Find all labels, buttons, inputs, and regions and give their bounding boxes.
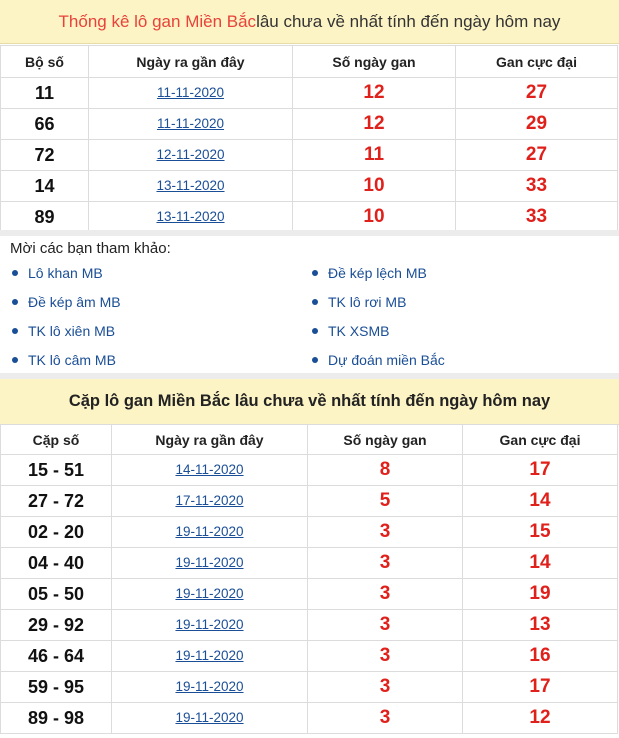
days-gan-cell: 3 [308,672,463,703]
max-gan-cell: 16 [463,641,618,672]
reference-link[interactable]: TK lô câm MB [28,351,116,368]
days-gan-cell: 3 [308,641,463,672]
table-row [1,641,618,672]
table-header-row [1,46,618,78]
date-link[interactable]: 12-11-2020 [156,147,225,162]
date-cell [112,517,308,548]
date-cell [112,579,308,610]
max-gan-cell: 17 [463,672,618,703]
days-gan-cell: 12 [293,109,456,140]
section2-title: Cặp lô gan Miền Bắc lâu chưa về nhất tính đến ngày hôm nay [0,379,619,425]
date-link[interactable]: 14-11-2020 [175,462,244,477]
number-cell: 14 [1,171,89,202]
number-cell: 04 - 40 [1,548,112,579]
date-cell [112,548,308,579]
date-link[interactable]: 19-11-2020 [175,524,244,539]
table-row [1,171,618,202]
cap-lo-gan-table [0,424,618,734]
max-gan-cell: 19 [463,579,618,610]
reference-list-left [12,258,121,374]
reference-list-right [312,258,445,374]
date-cell [89,171,293,202]
table-row [1,610,618,641]
days-gan-cell: 12 [293,78,456,109]
reference-title: Mời các bạn tham khảo: [10,240,171,257]
days-gan-cell: 3 [308,548,463,579]
number-cell: 02 - 20 [1,517,112,548]
table-row [1,548,618,579]
table-row [1,579,618,610]
table-row [1,486,618,517]
max-gan-cell: 27 [456,140,618,171]
reference-link[interactable]: TK XSMB [328,322,390,339]
number-cell: 59 - 95 [1,672,112,703]
list-item [312,258,445,287]
days-gan-cell: 3 [308,579,463,610]
number-cell: 11 [1,78,89,109]
reference-link[interactable]: Đề kép lệch MB [328,264,427,281]
header-bo-so: Bộ số [1,46,89,78]
section1-title-highlight: Thống kê lô gan Miền Bắc [58,11,257,31]
number-cell: 29 - 92 [1,610,112,641]
header-gan-cuc-dai: Gan cực đại [463,425,618,455]
section1-title [0,0,619,44]
list-item [12,258,121,287]
max-gan-cell: 14 [463,486,618,517]
list-item [12,345,121,374]
days-gan-cell: 3 [308,517,463,548]
date-link[interactable]: 13-11-2020 [156,178,225,193]
bullet-icon [12,357,18,363]
table-row [1,78,618,109]
list-item [12,316,121,345]
date-link[interactable]: 19-11-2020 [175,586,244,601]
table-row [1,202,618,233]
date-link[interactable]: 19-11-2020 [175,710,244,725]
list-item [12,287,121,316]
table-row [1,140,618,171]
days-gan-cell: 3 [308,703,463,734]
table-row [1,672,618,703]
date-link[interactable]: 13-11-2020 [156,209,225,224]
date-link[interactable]: 19-11-2020 [175,648,244,663]
date-cell [112,486,308,517]
number-cell: 66 [1,109,89,140]
date-cell [89,140,293,171]
date-link[interactable]: 19-11-2020 [175,555,244,570]
days-gan-cell: 10 [293,202,456,233]
table-row [1,109,618,140]
list-item [312,287,445,316]
max-gan-cell: 13 [463,610,618,641]
date-cell [89,109,293,140]
date-cell [112,672,308,703]
date-link[interactable]: 17-11-2020 [175,493,244,508]
reference-link[interactable]: TK lô xiên MB [28,322,116,339]
number-cell: 05 - 50 [1,579,112,610]
number-cell: 46 - 64 [1,641,112,672]
number-cell: 15 - 51 [1,455,112,486]
bullet-icon [312,357,318,363]
max-gan-cell: 29 [456,109,618,140]
max-gan-cell: 14 [463,548,618,579]
max-gan-cell: 15 [463,517,618,548]
reference-links [0,236,619,373]
date-cell [112,703,308,734]
date-link[interactable]: 19-11-2020 [175,679,244,694]
bullet-icon [312,270,318,276]
max-gan-cell: 33 [456,202,618,233]
date-cell [89,202,293,233]
list-item [312,345,445,374]
reference-link[interactable]: TK lô rơi MB [328,293,407,310]
date-cell [112,641,308,672]
number-cell: 89 [1,202,89,233]
days-gan-cell: 8 [308,455,463,486]
number-cell: 27 - 72 [1,486,112,517]
date-link[interactable]: 11-11-2020 [156,116,225,131]
header-cap-so: Cặp số [1,425,112,455]
days-gan-cell: 10 [293,171,456,202]
max-gan-cell: 33 [456,171,618,202]
date-link[interactable]: 19-11-2020 [175,617,244,632]
days-gan-cell: 3 [308,610,463,641]
section1-title-rest: lâu chưa về nhất tính đến ngày hôm nay [256,11,561,31]
number-cell: 89 - 98 [1,703,112,734]
max-gan-cell: 27 [456,78,618,109]
date-link[interactable]: 11-11-2020 [156,85,225,100]
reference-link[interactable]: Dự đoán miền Bắc [328,351,445,368]
table-row [1,455,618,486]
table-header-row [1,425,618,455]
reference-link[interactable]: Lô khan MB [28,264,103,281]
bullet-icon [12,270,18,276]
days-gan-cell: 11 [293,140,456,171]
reference-link[interactable]: Đề kép âm MB [28,293,121,310]
header-so-ngay-gan: Số ngày gan [293,46,456,78]
header-gan-cuc-dai: Gan cực đại [456,46,618,78]
days-gan-cell: 5 [308,486,463,517]
header-ngay-ra: Ngày ra gần đây [112,425,308,455]
bullet-icon [12,299,18,305]
header-ngay-ra: Ngày ra gần đây [89,46,293,78]
list-item [312,316,445,345]
table-row [1,703,618,734]
header-so-ngay-gan: Số ngày gan [308,425,463,455]
max-gan-cell: 12 [463,703,618,734]
date-cell [112,455,308,486]
bullet-icon [12,328,18,334]
number-cell: 72 [1,140,89,171]
max-gan-cell: 17 [463,455,618,486]
bullet-icon [312,328,318,334]
bullet-icon [312,299,318,305]
table-row [1,517,618,548]
lo-gan-table [0,45,618,233]
date-cell [112,610,308,641]
date-cell [89,78,293,109]
